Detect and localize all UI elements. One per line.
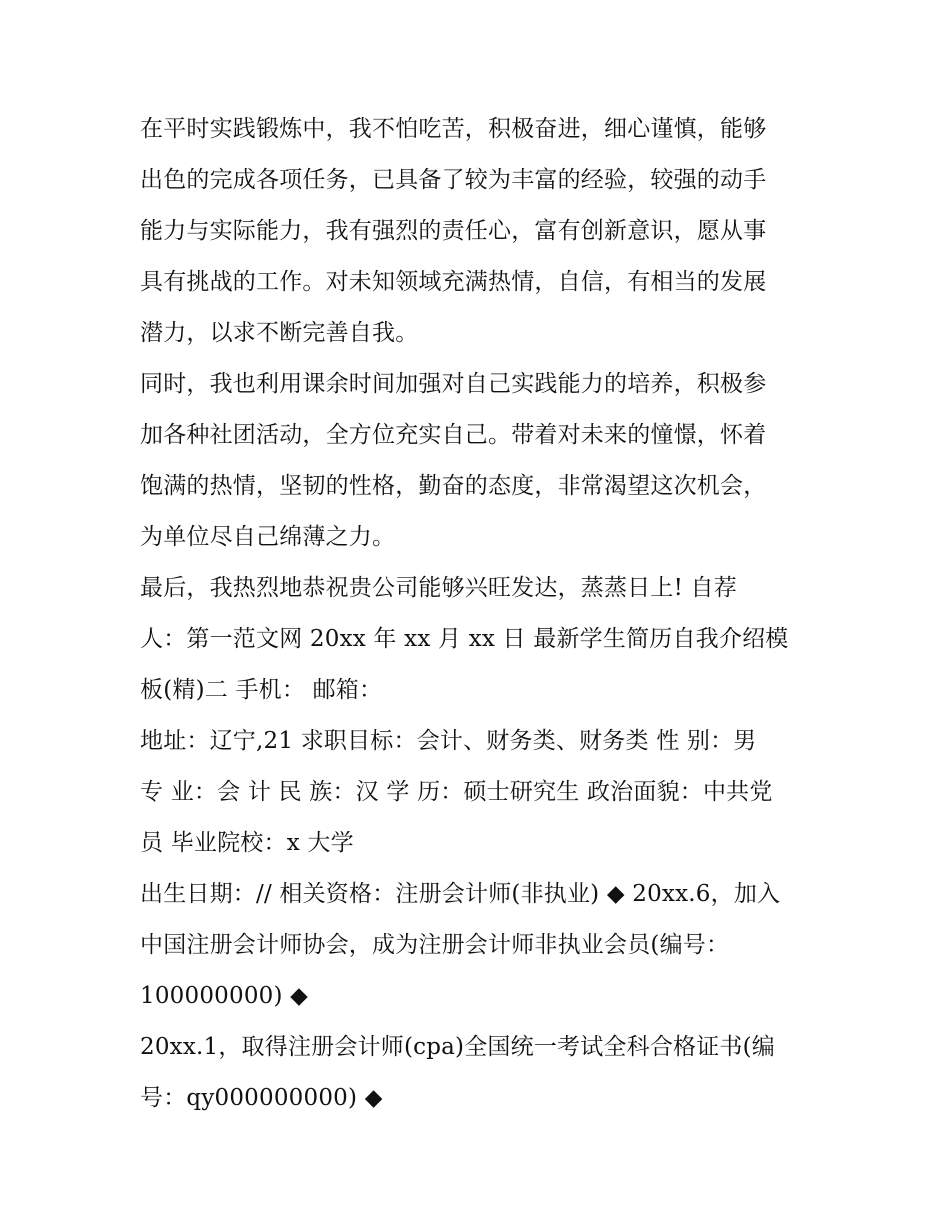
text-line: 为单位尽自己绵薄之力。 — [140, 524, 396, 550]
text-line: 加各种社团活动，全方位充实自己。带着对未来的憧憬，怀着 — [140, 422, 767, 448]
text-line: 最后，我热烈地恭祝贵公司能够兴旺发达，蒸蒸日上! 自荐 — [140, 575, 737, 601]
text-line: 人：第一范文网 20xx 年 xx 月 xx 日 最新学生简历自我介绍模 — [140, 626, 789, 652]
text-line: 同时，我也利用课余时间加强对自己实践能力的培养，积极参 — [140, 371, 767, 397]
text-line: 饱满的热情，坚韧的性格，勤奋的态度，非常渴望这次机会， — [140, 473, 767, 499]
text-line: 在平时实践锻炼中，我不怕吃苦，积极奋进，细心谨慎，能够 — [140, 116, 767, 142]
text-line: 号：qy000000000) ◆ — [140, 1085, 383, 1111]
text-line: 专 业：会 计 民 族：汉 学 历：硕士研究生 政治面貌：中共党 — [140, 779, 773, 805]
text-line: 20xx.1，取得注册会计师(cpa)全国统一考试全科合格证书(编 — [140, 1034, 775, 1060]
text-line: 员 毕业院校：x 大学 — [140, 830, 354, 856]
text-line: 出生日期：// 相关资格：注册会计师(非执业) ◆ 20xx.6，加入 — [140, 881, 781, 907]
text-line: 能力与实际能力，我有强烈的责任心，富有创新意识，愿从事 — [140, 218, 767, 244]
text-line: 潜力，以求不断完善自我。 — [140, 320, 419, 346]
text-line: 地址：辽宁,21 求职目标：会计、财务类、财务类 性 别：男 — [140, 728, 757, 754]
text-line: 出色的完成各项任务，已具备了较为丰富的经验，较强的动手 — [140, 167, 767, 193]
text-line: 板(精)二 手机： 邮箱： — [140, 677, 383, 703]
text-line: 100000000) ◆ — [140, 983, 309, 1009]
text-line: 具有挑战的工作。对未知领域充满热情，自信，有相当的发展 — [140, 269, 767, 295]
text-line: 中国注册会计师协会，成为注册会计师非执业会员(编号： — [140, 932, 730, 958]
document-body — [140, 104, 815, 1124]
